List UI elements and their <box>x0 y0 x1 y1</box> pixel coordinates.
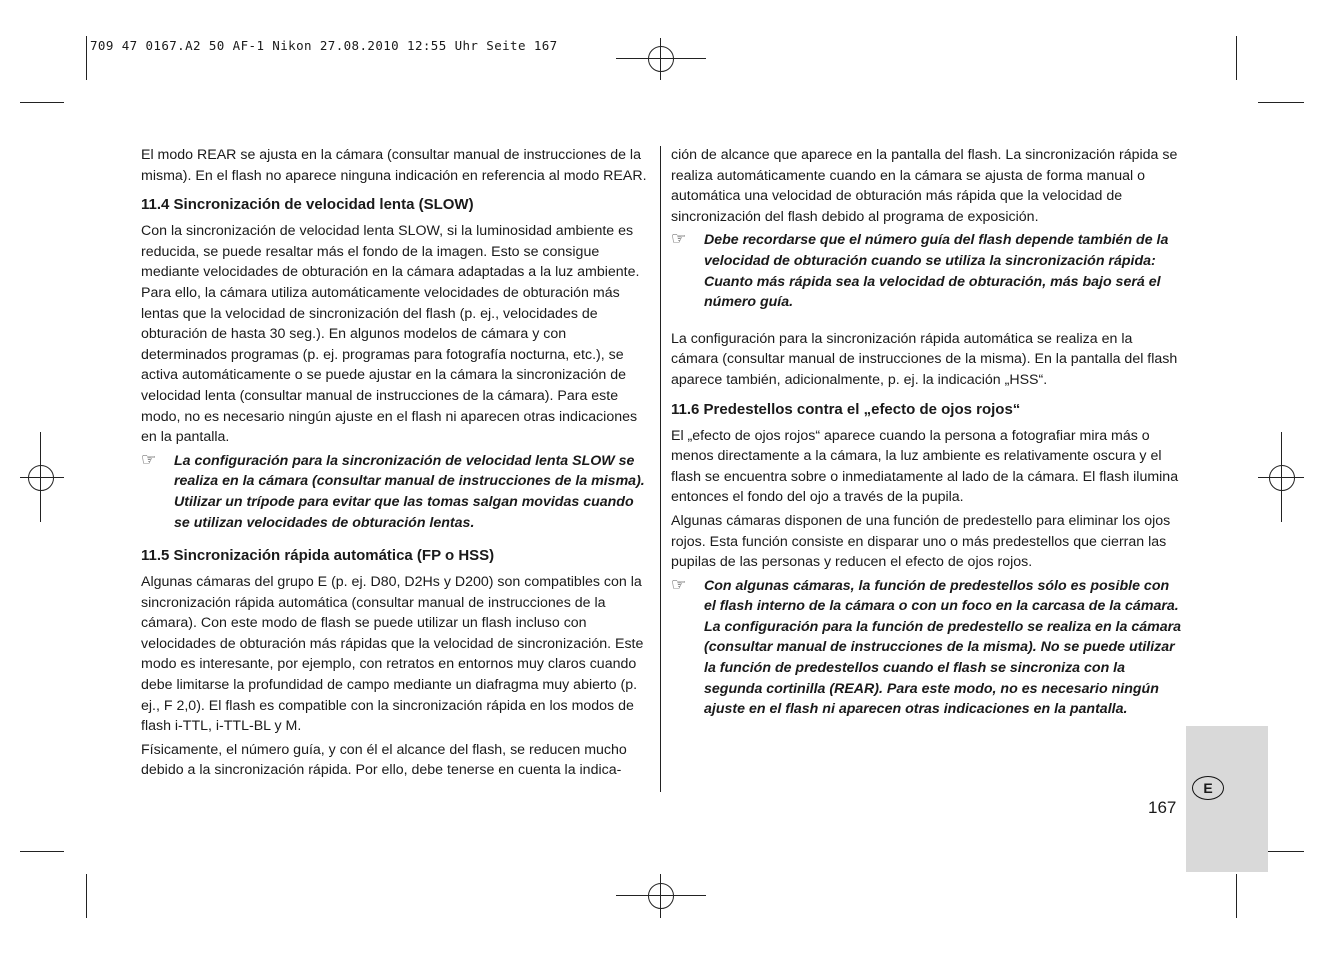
print-slug: 709 47 0167.A2 50 AF-1 Nikon 27.08.2010 12:55 Uhr Seite 167 <box>90 38 558 53</box>
pointing-hand-icon: ☞ <box>671 229 687 249</box>
note <box>671 576 1183 720</box>
note <box>141 451 651 533</box>
note-text: La configuración para la sincronización de velocidad lenta SLOW se realiza en la cámara (consultar manual de instrucciones de la misma). Utilizar un trípode para evitar que las tomas salgan movidas cuando se utilizan velocidades de obturación lentas. <box>174 452 645 531</box>
crop-mark <box>20 851 64 852</box>
section-heading: 11.5 Sincronización rápida automática (FP o HSS) <box>141 547 495 565</box>
note-text: Debe recordarse que el número guía del flash depende también de la velocidad de obturación cuando se utiliza la sincronización rápida: Cuanto más rápida sea la velocidad de obturación, más bajo será el número guía. <box>704 232 1169 311</box>
page-number: 167 <box>1148 798 1177 817</box>
registration-circle-icon <box>648 883 674 909</box>
paragraph: ción de alcance que aparece en la pantalla del flash. La sincronización rápida se realiza automáticamente cuando en la cámara se ajusta de forma manual o automática una velocidad de obturación más rápida que la velocidad de sincronización del flash debido al programa de exposición. <box>671 147 1178 225</box>
crop-mark <box>1258 102 1304 103</box>
paragraph: Algunas cámaras del grupo E (p. ej. D80, D2Hs y D200) son compatibles con la sincronización rápida automática (consultar manual de instrucciones de la cámara). Con este modo de flash se puede utilizar un flash incluso con velocidades de obturación más rápidas que la velocidad de sincronización. Este modo es interesante, por ejemplo, con retratos en entornos muy claros cuando debe limitarse la profundidad de campo mediante un diafragma muy abierto (p. ej., F 2,0). El flash es compatible con la sincronización rápida en los modos de flash i-TTL, i-TTL-BL y M. <box>141 574 644 735</box>
crop-mark <box>1236 874 1237 918</box>
section-heading: 11.4 Sincronización de velocidad lenta (SLOW) <box>141 196 474 214</box>
paragraph: Físicamente, el número guía, y con él el alcance del flash, se reducen mucho debido a la sincronización rápida. Por ello, debe tenerse en cuenta la indica- <box>141 741 627 779</box>
language-tab <box>1186 726 1268 872</box>
crop-mark <box>20 102 64 103</box>
crop-mark <box>1236 36 1237 80</box>
paragraph: Con la sincronización de velocidad lenta SLOW, si la luminosidad ambiente es reducida, se puede resaltar más el fondo de la imagen. Esto se consigue mediante velocidades de obturación en la cámara adaptadas a la luz ambiente. Para ello, la cámara utiliza automáticamente velocidades de obturación más lentas que la velocidad de sincronización del flash (p. ej., velocidades de obturación de hasta 30 seg.). En algunos modelos de cámara y con determinados programas (p. ej. programas para fotografía nocturna, etc.), se activa automáticamente o se puede ajustar en la cámara la sincronización de velocidad lenta (consultar manual de instrucciones de la cámara). Para este modo, no es necesario ningún ajuste en el flash ni aparecen otras indicaciones en la pantalla. <box>141 223 640 446</box>
crop-mark <box>86 36 87 80</box>
left-column <box>141 145 651 784</box>
pointing-hand-icon: ☞ <box>671 574 687 594</box>
paragraph: Algunas cámaras disponen de una función de predestello para eliminar los ojos rojos. Esta función consiste en disparar uno o más predestellos que cierran las pupilas de las personas y reducen el efecto de ojos rojos. <box>671 512 1171 571</box>
note-text: Con algunas cámaras, la función de predestellos sólo es posible con el flash interno de la cámara o con un foco en la carcasa de la cámara. La configuración para la función de predestello se realiza en la cámara (consultar manual de instrucciones de la misma). No se puede utilizar la función de predestellos cuando el flash se sincroniza con la segunda cortinilla (REAR). Para este modo, no es necesario ningún ajuste en el flash ni aparecen otras indicaciones en la pantalla. <box>704 577 1182 718</box>
paragraph: El „efecto de ojos rojos“ aparece cuando la persona a fotografiar mira más o menos directamente a la cámara, la luz ambiente es relativamente oscura y el flash se encuentra sobre o inmediatamente al lado de la cámara. El flash ilumina entonces el fondo del ojo a través de la pupila. <box>671 427 1179 506</box>
crop-mark <box>86 874 87 918</box>
registration-circle-icon <box>648 46 674 72</box>
registration-circle-icon <box>28 465 54 491</box>
language-badge: E <box>1192 776 1224 800</box>
note <box>671 230 1183 312</box>
registration-circle-icon <box>1269 465 1295 491</box>
section-heading: 11.6 Predestellos contra el „efecto de ojos rojos“ <box>671 400 1021 418</box>
right-column <box>671 145 1183 723</box>
column-divider <box>660 146 661 792</box>
paragraph: El modo REAR se ajusta en la cámara (consultar manual de instrucciones de la misma). En el flash no aparece ninguna indicación en referencia al modo REAR. <box>141 147 647 184</box>
pointing-hand-icon: ☞ <box>141 449 157 469</box>
paragraph: La configuración para la sincronización rápida automática se realiza en la cámara (consultar manual de instrucciones de la misma). En la pantalla del flash aparece también, adicionalmente, p. ej. la indicación „HSS“. <box>671 330 1178 388</box>
